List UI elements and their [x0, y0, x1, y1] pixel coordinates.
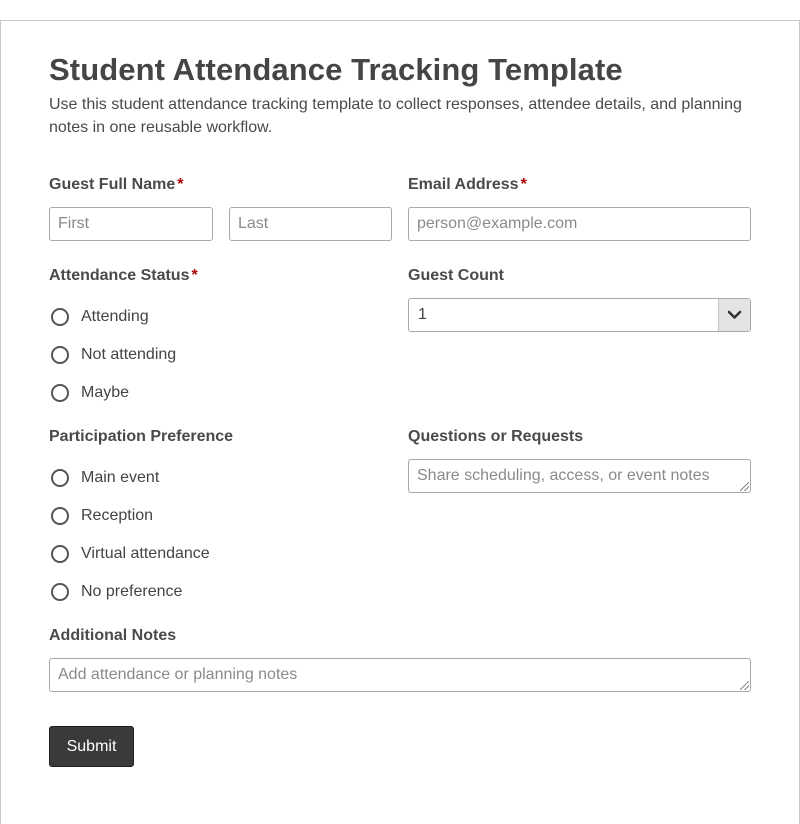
- guest-count-select[interactable]: [408, 298, 751, 332]
- attendance-status-label-text: Attendance Status: [49, 267, 190, 284]
- first-name-input[interactable]: [49, 207, 213, 241]
- attendance-option-maybe[interactable]: [49, 382, 129, 404]
- guest-name-label: [49, 176, 183, 194]
- form-card: [0, 20, 800, 824]
- form-description: Use this student attendance tracking template to collect responses, attendee details, and planning notes in one reusable workflow.: [49, 96, 742, 136]
- radio-button[interactable]: [51, 469, 69, 487]
- radio-label: Maybe: [81, 384, 130, 401]
- submit-button[interactable]: Submit: [49, 726, 134, 767]
- radio-label: No preference: [81, 583, 183, 600]
- radio-button[interactable]: [51, 545, 69, 563]
- radio-label: Reception: [81, 507, 154, 524]
- participation-option-virtual[interactable]: [49, 543, 210, 565]
- questions-placeholder: Share scheduling, access, or event notes: [417, 467, 710, 484]
- radio-label: Not attending: [81, 346, 177, 363]
- radio-button[interactable]: [51, 583, 69, 601]
- attendance-option-attending[interactable]: [49, 306, 149, 328]
- radio-button[interactable]: [51, 308, 69, 326]
- notes-textarea[interactable]: [49, 658, 751, 692]
- radio-button[interactable]: [51, 384, 69, 402]
- participation-option-main-event[interactable]: [49, 467, 159, 489]
- guest-name-label-text: Guest Full Name: [49, 176, 176, 193]
- notes-placeholder: Add attendance or planning notes: [58, 666, 298, 683]
- email-label: [408, 176, 527, 194]
- guest-count-value: 1: [418, 306, 427, 323]
- form-title: Student Attendance Tracking Template: [49, 52, 623, 87]
- attendance-status-label: [49, 267, 198, 285]
- chevron-down-icon: [727, 308, 742, 322]
- participation-label: Participation Preference: [49, 428, 234, 445]
- required-marker: *: [191, 267, 198, 284]
- participation-option-reception[interactable]: [49, 505, 153, 527]
- radio-button[interactable]: [51, 346, 69, 364]
- questions-label: Questions or Requests: [408, 428, 584, 445]
- resize-handle-icon[interactable]: [740, 681, 749, 690]
- resize-handle-icon[interactable]: [740, 482, 749, 491]
- questions-textarea[interactable]: [408, 459, 751, 493]
- radio-label: Main event: [81, 469, 160, 486]
- guest-count-dropdown-button[interactable]: [718, 299, 750, 331]
- radio-button[interactable]: [51, 507, 69, 525]
- guest-count-label: Guest Count: [408, 267, 504, 284]
- required-marker: *: [177, 176, 184, 193]
- email-label-text: Email Address: [408, 176, 519, 193]
- required-marker: *: [520, 176, 527, 193]
- email-input[interactable]: [408, 207, 751, 241]
- radio-label: Attending: [81, 308, 149, 325]
- last-name-input[interactable]: [229, 207, 392, 241]
- participation-option-no-preference[interactable]: [49, 581, 182, 603]
- attendance-option-not-attending[interactable]: [49, 344, 176, 366]
- radio-label: Virtual attendance: [81, 545, 210, 562]
- notes-label: Additional Notes: [49, 627, 177, 644]
